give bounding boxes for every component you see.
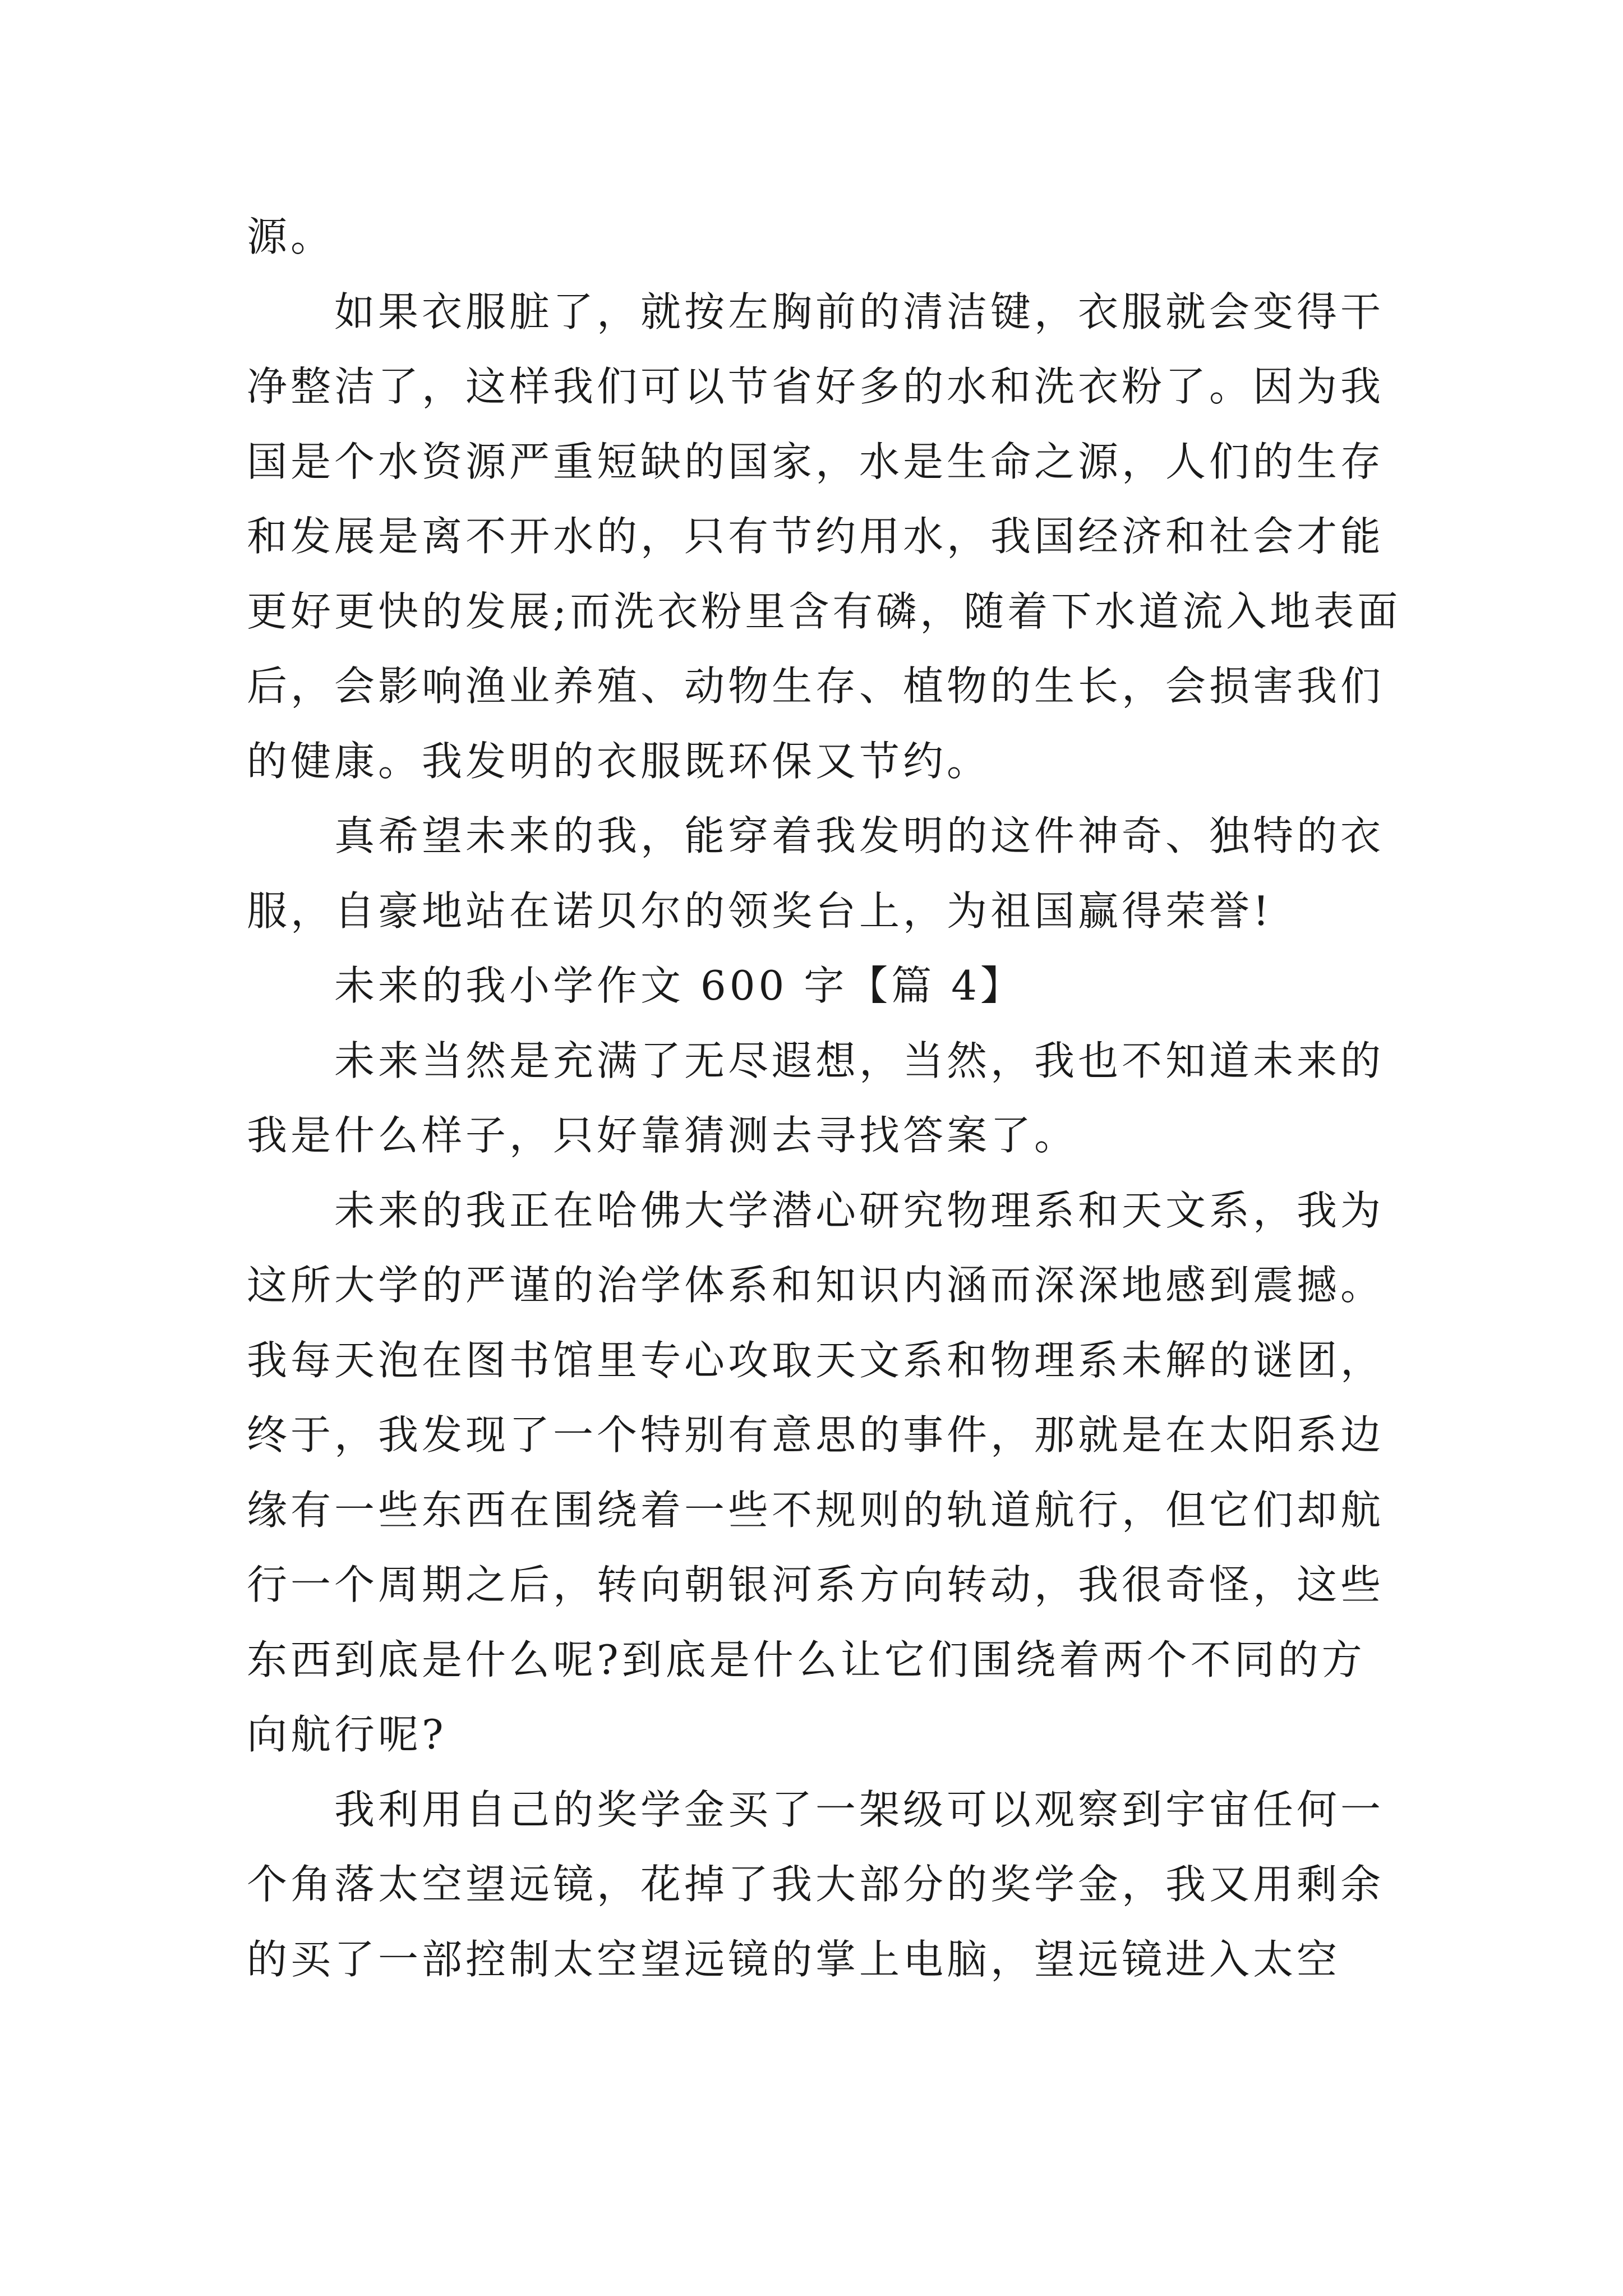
section-heading: 未来的我小学作文 600 字【篇 4】 <box>334 962 1024 1009</box>
paragraph-nobel-wish: 真希望未来的我，能穿着我发明的这件神奇、独特的衣服，自豪地站在诺贝尔的领奖台上，为祖国赢得荣誉! <box>247 812 1385 935</box>
paragraph-continuation: 源。 <box>247 213 335 260</box>
paragraph-harvard-research: 未来的我正在哈佛大学潜心研究物理系和天文系，我为这所大学的严谨的治学体系和知识内涵而深深地感到震撼。我每天泡在图书馆里专心攻取天文系和物理系未解的谜团，终于，我发现了一个特别有意思的事件，那就是在太阳系边缘有一些东西在围绕着一些不规则的轨道航行，但它们却航行一个周期之后，转向朝银河系方向转动，我很奇怪，这些东西到底是什么呢?到底是什么让它们围绕着两个不同的方向航行呢? <box>247 1186 1385 1758</box>
document-body <box>247 200 1402 1997</box>
paragraph-clothes-cleaning: 如果衣服脏了，就按左胸前的清洁键，衣服就会变得干净整洁了，这样我们可以节省好多的水和洗衣粉了。因为我国是个水资源严重短缺的国家，水是生命之源，人们的生存和发展是离不开水的，只有节约用水，我国经济和社会才能更好更快的发展;而洗衣粉里含有磷，随着下水道流入地表面后，会影响渔业养殖、动物生存、植物的生长，会损害我们的健康。我发明的衣服既环保又节约。 <box>247 288 1401 785</box>
paragraph-future-intro: 未来当然是充满了无尽遐想，当然，我也不知道未来的我是什么样子，只好靠猜测去寻找答案了。 <box>247 1037 1385 1159</box>
paragraph-telescope: 我利用自己的奖学金买了一架级可以观察到宇宙任何一个角落太空望远镜，花掉了我大部分的奖学金，我又用剩余的买了一部控制太空望远镜的掌上电脑，望远镜进入太空 <box>247 1786 1385 1983</box>
